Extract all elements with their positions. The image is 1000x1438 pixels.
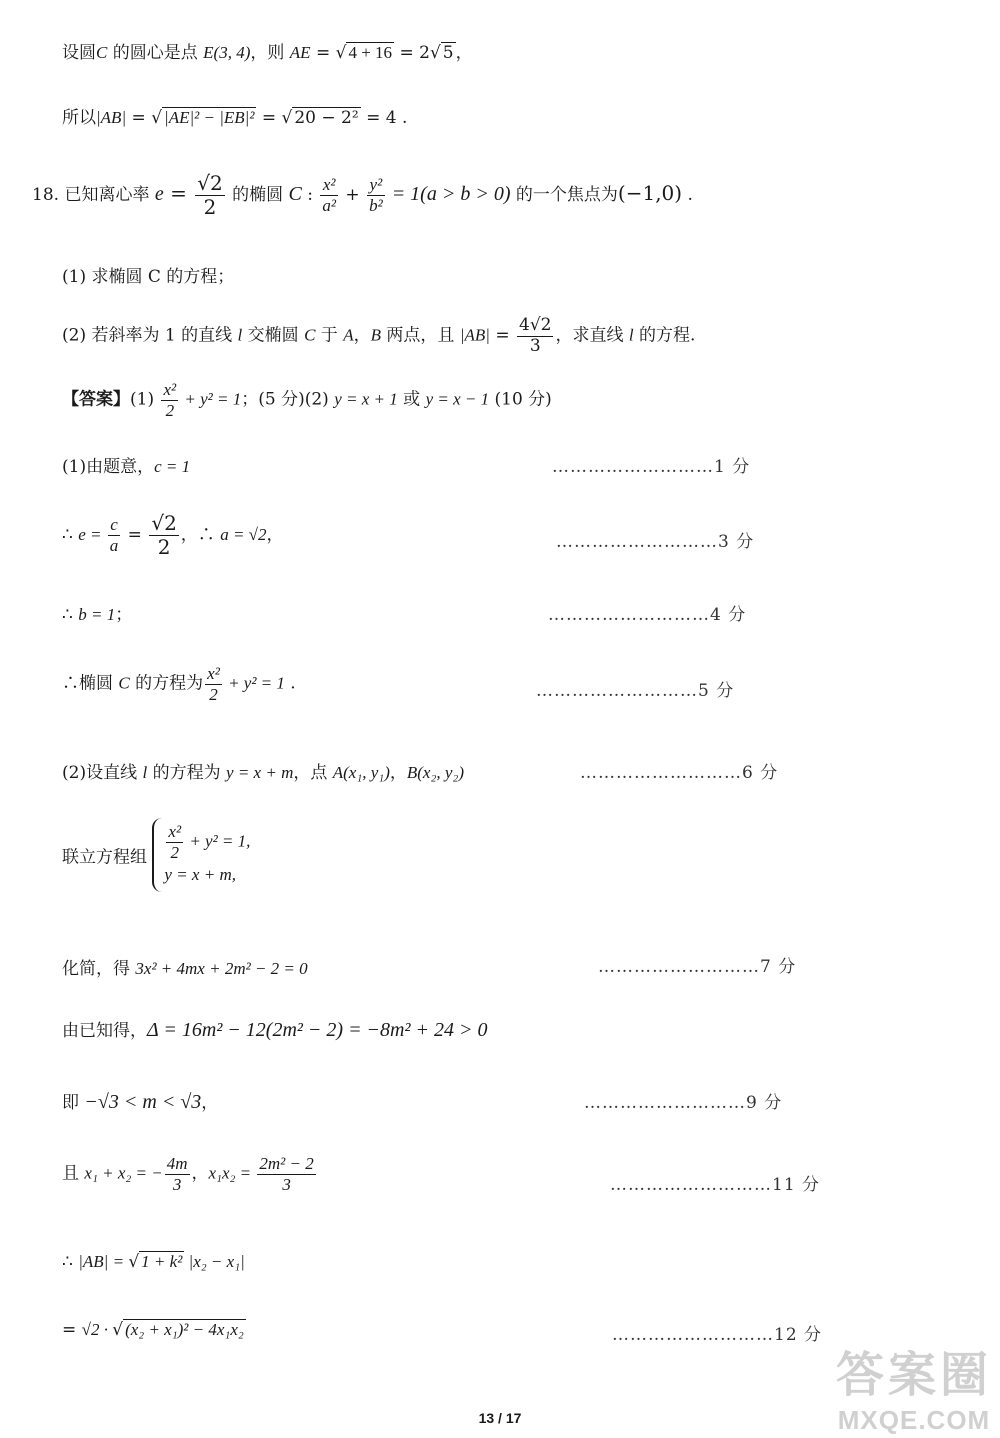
denominator: 3 [529,335,541,356]
step-2 [62,512,284,559]
text: ， [191,1163,209,1184]
sqrt-expression: √ |AE|² − |EB|² [151,108,255,128]
text: 设圆 [62,43,96,63]
watermark-title: 答案圈 [835,1349,992,1402]
text: ，∴ [180,525,221,545]
score-12: ………………………12 分 [612,1325,823,1345]
math: A [343,325,354,345]
text: + [340,185,366,205]
denominator: 2 [203,195,217,219]
numerator: √2 [197,171,223,195]
math: b = 1 [78,605,116,624]
denominator: a [109,536,119,555]
numerator: x² [163,380,177,399]
step-6-system [62,818,250,892]
text: 由已知得， [62,1021,147,1041]
numerator: √2 [151,511,177,535]
part-2-prompt [62,316,695,356]
text: ∴ [62,1252,79,1272]
radicand: 5 [442,43,454,63]
radicand: 20 − 2² [294,108,359,128]
math: |AB| [96,108,127,127]
denominator: 2 [209,684,218,704]
score-6: ………………………6 分 [580,763,779,783]
radicand: (x₂ + x₁)² − 4x₁x₂ [125,1320,244,1339]
sqrt-expression: √ (x₂ + x₁)² − 4x₁x₂ [112,1320,244,1340]
sqrt-expression: √ 20 − 2² [281,108,359,128]
text: 且 [62,1163,85,1184]
denominator: a² [322,196,337,215]
denominator: 3 [282,1174,291,1194]
math: a = √2 [220,525,267,544]
sqrt-expression: √ 1 + k² [128,1252,183,1272]
denominator: 3 [172,1174,182,1194]
math: 3x² + 4mx + 2m² − 2 = 0 [135,959,308,978]
math: |AB| = [78,1252,129,1271]
system-row-1 [164,822,250,862]
text: 的方程. [633,325,696,346]
denominator: 2 [170,842,179,862]
equation-system [152,818,250,892]
line-circle-center [62,38,473,63]
sqrt-expression: √ 5 [429,43,454,63]
math: C [304,325,316,345]
text: = [310,43,336,63]
math: y = x − 1 [425,389,490,409]
fraction [320,175,338,215]
text: . [284,673,296,694]
math: B [370,325,381,345]
numerator: y² [367,175,385,196]
text: 于 [315,325,344,346]
math: + y² = 1, [185,831,251,851]
score-1: ………………………1 分 [552,457,751,477]
step-12 [62,1320,246,1340]
text: ∴椭圆 [62,673,119,694]
math: + y² = 1 [180,389,242,409]
text: = 2 [394,43,430,63]
text: 的椭圆 [226,185,289,205]
question-18 [32,172,693,219]
step-1 [62,452,190,477]
text: 联立方程组 [62,847,147,868]
answer-summary [62,380,552,420]
math: l [628,325,634,345]
part-1-prompt: (1) 求椭圆 C 的方程； [62,267,235,287]
numerator: 4√2 [519,315,552,335]
fraction [205,664,222,704]
math: x₁ + x₂ = − [84,1163,163,1183]
text: 的圆心是点 [107,43,204,63]
math: e [154,183,164,205]
math: AE [289,43,311,62]
math: √2 · [81,1320,113,1339]
radicand: |AE|² − |EB|² [164,108,255,127]
fraction [161,380,178,420]
text: = 4 . [360,108,408,128]
math: A(x₁, y₁) [332,763,390,782]
fraction [108,515,121,555]
math: Δ = 16m² − 12(2m² − 2) = −8m² + 24 > 0 [147,1019,488,1041]
text: 即 [62,1093,85,1113]
fraction [149,512,178,559]
numerator: c [108,515,121,536]
numerator: x² [320,175,338,196]
math: x₁x₂ = [208,1163,256,1183]
text: . [682,185,693,205]
score-3: ………………………3 分 [556,532,755,552]
text: = [163,181,194,205]
math: y = x + m [226,763,294,782]
numerator: x² [168,822,182,841]
text: 的方程为 [129,673,204,694]
text: 交椭圆 [242,325,305,346]
text: ； [115,605,133,625]
text: ， [201,1093,219,1113]
text: : [301,185,319,205]
score-5: ………………………5 分 [536,681,735,701]
math: B(x₂, y₂) [406,763,464,782]
denominator: b² [369,196,383,215]
step-5 [62,758,464,783]
numerator: 4m [166,1154,188,1173]
text: ∴ [62,525,79,545]
step-7 [62,954,308,979]
fraction [257,1154,315,1194]
denominator: 2 [165,400,175,420]
math: e = [78,525,106,544]
text: ；(5 分) [241,389,305,410]
math: C [118,673,130,693]
text: 两点，且 [381,325,460,346]
radicand: 1 + k² [141,1252,183,1271]
text: ， [455,43,473,63]
score-9: ………………………9 分 [584,1093,783,1113]
step-3 [62,600,132,625]
denominator: 2 [157,535,171,559]
step-11 [62,1252,245,1272]
step-9 [62,1088,218,1114]
text: (10 分) [489,389,552,410]
math: l [142,763,148,782]
radicand: 4 + 16 [348,43,393,62]
text: ， [266,525,284,545]
page-number: 13 / 17 [478,1410,522,1426]
fraction [165,1154,190,1194]
step-10 [62,1154,318,1194]
step-8 [62,1016,488,1042]
step-4 [62,664,296,704]
math: −√3 < m < √3 [84,1091,202,1113]
system-row-2: y = x + m, [164,865,236,885]
answer-tag: 【答案】 [62,389,130,410]
math: y = x + 1 [334,389,398,409]
text: = [122,525,148,545]
watermark-url: MXQE.COM [837,1405,991,1435]
text: 所以 [62,108,96,128]
text: = [126,108,152,128]
text: 或 [397,389,426,410]
text: (1)由题意， [62,457,155,477]
text: (1) [130,389,160,410]
score-11: ………………………11 分 [610,1175,821,1195]
math: l [237,325,243,345]
math: C [288,183,302,205]
text: ， [353,325,371,346]
math: C [96,43,108,62]
numerator: x² [207,664,220,683]
question-number: 18. [32,185,60,205]
text: = [62,1320,82,1340]
math: c = 1 [154,457,191,476]
text: ，点 [293,763,333,783]
text: ， [389,763,407,783]
math: E(3, 4) [203,43,251,62]
score-7: ………………………7 分 [598,957,797,977]
math: + y² = 1 [223,673,285,693]
text: (2) 若斜率为 1 的直线 [62,325,238,346]
text: (2) [304,389,335,410]
math: (−1,0) [617,181,683,205]
text: 的方程为 [147,763,227,783]
fraction [517,316,553,356]
score-4: ………………………4 分 [548,605,747,625]
sqrt-expression: √ 4 + 16 [335,43,393,63]
fraction [367,175,385,215]
text: (2)设直线 [62,763,143,783]
numerator: 2m² − 2 [259,1154,314,1173]
line-ab-length [62,103,407,128]
text: ，则 [250,43,290,63]
text: 的一个焦点为 [510,185,618,205]
fraction [166,822,183,862]
fraction [195,172,224,219]
text: 已知离心率 [64,185,155,205]
text: ，求直线 [555,325,629,346]
math: = 1(a > b > 0) [386,183,511,205]
text: = [256,108,282,128]
math: |x₂ − x₁| [184,1252,245,1271]
text: ∴ [62,605,79,625]
math: |AB| [459,325,490,345]
text: = [489,325,515,346]
text: 化简，得 [62,959,136,979]
